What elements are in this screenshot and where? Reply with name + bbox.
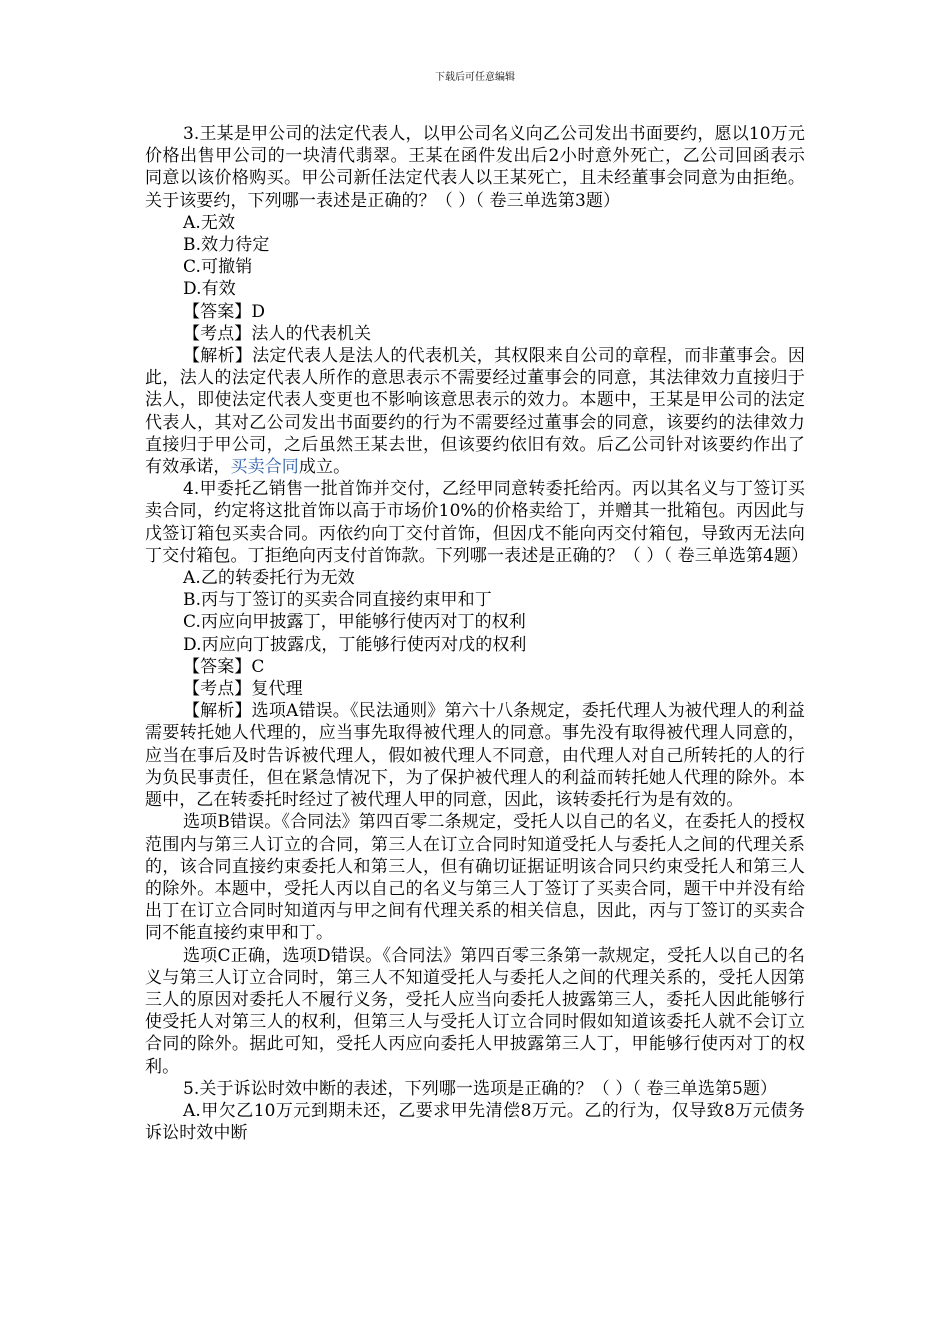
question-5-stem: 5.关于诉讼时效中断的表述，下列哪一选项是正确的？（ ）（ 卷三单选第5题） bbox=[183, 1078, 778, 1099]
question-4-stem: 4.甲委托乙销售一批首饰并交付，乙经甲同意转委托给丙。丙以其名义与丁签订买卖合同，约定将这批首饰以高于市场价10%的价格卖给丁，并赠其一批箱包。丙因此与戊签订箱包买卖合同。丙依约向丁交付首饰，但因戊不能向丙交付箱包，导致丙无法向丁交付箱包。丁拒绝向丙支付首饰款。下列哪一表述是正确的？（ ）（ 卷三单选第4题） bbox=[145, 479, 809, 566]
question-3-analysis-tail: 成立。 bbox=[298, 457, 351, 478]
question-4-analysis-cd: 选项C正确，选项D错误。《合同法》第四百零三条第一款规定，受托人以自己的名义与第三人订立合同时，第三人不知道受托人与委托人之间的代理关系的，受托人因第三人的原因对委托人不履行义务，受托人应当向委托人披露第三人，委托人因此能够行使受托人对第三人的权利，但第三人与受托人订立合同时假如知道该委托人就不会订立合同的除外。据此可知，受托人丙应向委托人甲披露第三人丁，甲能够行使丙对丁的权利。 bbox=[145, 945, 805, 1077]
question-3-option-d: D.有效 bbox=[183, 279, 236, 300]
question-3-option-a: A.无效 bbox=[183, 212, 236, 233]
question-4-answer: 【答案】C bbox=[183, 656, 265, 677]
question-4-option-a: A.乙的转委托行为无效 bbox=[183, 568, 355, 589]
question-4-point: 【考点】复代理 bbox=[183, 679, 303, 700]
question-3-analysis bbox=[145, 345, 805, 478]
question-3-analysis-text: 【解析】法定代表人是法人的代表机关，其权限来自公司的章程，而非董事会。因此，法人的法定代表人所作的意思表示不需要经过董事会的同意，其法律效力直接归于法人，即使法定代表人变更也不影响该意思表示的效力。本题中，王某是甲公司的法定代表人，其对乙公司发出书面要约的行为不需要经过董事会的同意，该要约的法律效力直接归于甲公司，之后虽然王某去世，但该要约依旧有效。后乙公司针对该要约作出了有效承诺， bbox=[145, 346, 805, 478]
question-4-option-b: B.丙与丁签订的买卖合同直接约束甲和丁 bbox=[183, 590, 492, 611]
contract-link[interactable]: 买卖合同 bbox=[230, 457, 299, 478]
question-4-analysis-b: 选项B错误。《合同法》第四百零二条规定，受托人以自己的名义，在委托人的授权范围内与第三人订立的合同，第三人在订立合同时知道受托人与委托人之间的代理关系的，该合同直接约束委托人和第三人，但有确切证据证明该合同只约束受托人和第三人的除外。本题中，受托人丙以自己的名义与第三人丁签订了买卖合同，题干中并没有给出丁在订立合同时知道丙与甲之间有代理关系的相关信息，因此，丙与丁签订的买卖合同不能直接约束甲和丁。 bbox=[145, 812, 805, 944]
question-4-option-c: C.丙应向甲披露丁，甲能够行使丙对丁的权利 bbox=[183, 612, 526, 633]
question-3-option-b: B.效力待定 bbox=[183, 235, 270, 256]
question-3-answer: 【答案】D bbox=[183, 301, 266, 322]
question-5-option-a: A.甲欠乙10万元到期未还，乙要求甲先清偿8万元。乙的行为，仅导致8万元债务诉讼时效中断 bbox=[145, 1100, 805, 1144]
question-3-stem: 3.王某是甲公司的法定代表人，以甲公司名义向乙公司发出书面要约，愿以10万元价格出售甲公司的一块清代翡翠。王某在函件发出后2小时意外死亡，乙公司回函表示同意以该价格购买。甲公司新任法定代表人以王某死亡，且未经董事会同意为由拒绝。关于该要约，下列哪一表述是正确的？（ ）（ 卷三单选第3题） bbox=[145, 124, 805, 211]
page-header: 下载后可任意编辑 bbox=[435, 72, 515, 83]
document-body bbox=[145, 123, 809, 1144]
question-4-analysis-a: 【解析】选项A错误。《民法通则》第六十八条规定，委托代理人为被代理人的利益需要转托她人代理的，应当事先取得被代理人的同意。事先没有取得被代理人同意的，应当在事后及时告诉被代理人，假如被代理人不同意，由代理人对自己所转托的人的行为负民事责任，但在紧急情况下，为了保护被代理人的利益而转托她人代理的除外。本题中，乙在转委托时经过了被代理人甲的同意，因此，该转委托行为是有效的。 bbox=[145, 701, 805, 811]
question-3-point: 【考点】法人的代表机关 bbox=[183, 323, 372, 344]
question-3-option-c: C.可撤销 bbox=[183, 257, 253, 278]
question-4-option-d: D.丙应向丁披露戊，丁能够行使丙对戊的权利 bbox=[183, 634, 527, 655]
